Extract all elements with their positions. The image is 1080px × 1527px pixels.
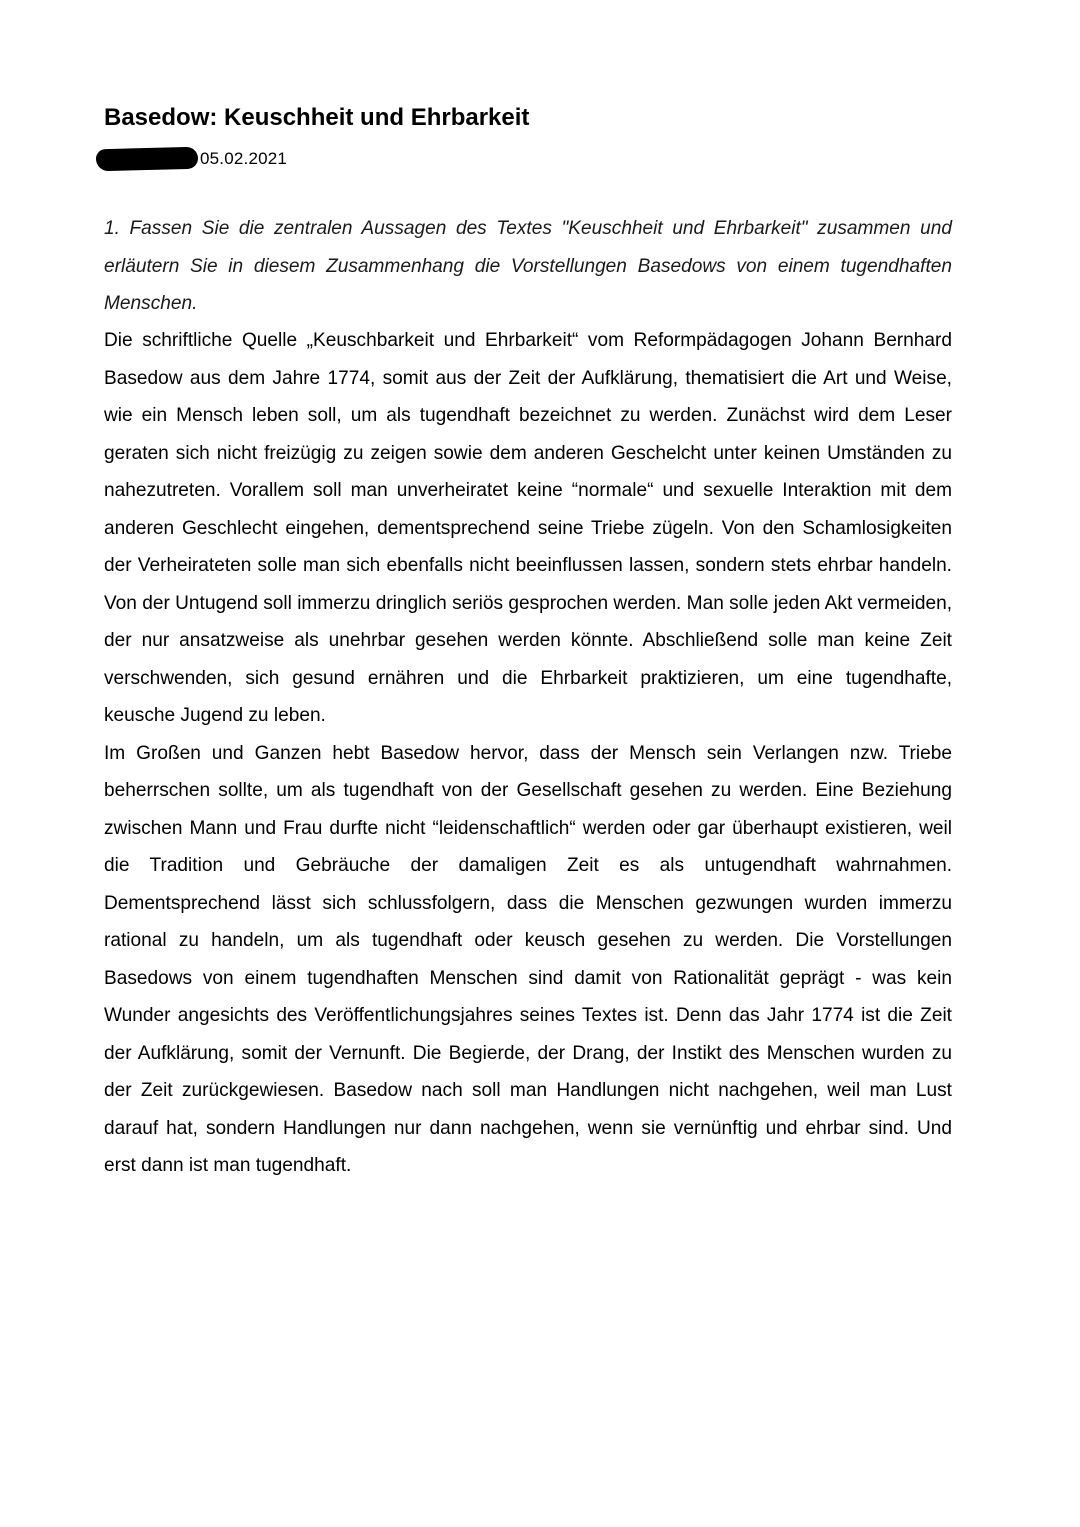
answer-paragraph-1: Die schriftliche Quelle „Keuschbarkeit und Ehrbarkeit“ vom Reformpädagogen Johann Bernhard Basedow aus dem Jahre 1774, somit aus der Zeit der Aufklärung, thematisiert die Art und Weise, wie ein Mensch leben soll, um als tugendhaft bezeichnet zu werden. Zunächst wird dem Leser geraten sich nicht freizügig zu zeigen sowie dem anderen Geschelcht unter keinen Umständen zu nahezutreten. Vorallem soll man unverheiratet keine “normale“ und sexuelle Interaktion mit dem anderen Geschlecht eingehen, dementsprechend seine Triebe zügeln. Von den Schamlosigkeiten der Verheirateten solle man sich ebenfalls nicht beeinflussen lassen, sondern stets ehrbar handeln. Von der Untugend soll immerzu dringlich seriös gesprochen werden. Man solle jeden Akt vermeiden, der nur ansatzweise als unehrbar gesehen werden könnte. Abschließend solle man keine Zeit verschwenden, sich gesund ernähren und die Ehrbarkeit praktizieren, um eine tugendhafte, keusche Jugend zu leben. xyxy=(104,330,953,726)
answer-text xyxy=(104,322,952,1185)
redacted-name-marker xyxy=(96,147,199,172)
author-date-row xyxy=(104,146,287,172)
document-date: 05.02.2021 xyxy=(200,149,288,168)
answer-paragraph-2: Im Großen und Ganzen hebt Basedow hervor, dass der Mensch sein Verlangen nzw. Triebe beherrschen sollte, um als tugendhaft von der Gesellschaft gesehen zu werden. Eine Beziehung zwischen Mann und Frau durfte nicht “leidenschaftlich“ werden oder gar überhaupt existieren, weil die Tradition und Gebräuche der damaligen Zeit es als untugendhaft wahrnahmen. Dementsprechend lässt sich schlussfolgern, dass die Menschen gezwungen wurden immerzu rational zu handeln, um als tugendhaft oder keusch gesehen zu werden. Die Vorstellungen Basedows von einem tugendhaften Menschen sind damit von Rationalität geprägt - was kein Wunder angesichts des Veröffentlichungsjahres seines Textes ist. Denn das Jahr 1774 ist die Zeit der Aufklärung, somit der Vernunft. Die Begierde, der Drang, der Instikt des Menschen wurden zu der Zeit zurückgewiesen. Basedow nach soll man Handlungen nicht nachgehen, weil man Lust darauf hat, sondern Handlungen nur dann nachgehen, wenn sie vernünftig und ehrbar sind. Und erst dann ist man tugendhaft. xyxy=(104,742,952,1176)
assignment-question: 1. Fassen Sie die zentralen Aussagen des Textes "Keuschheit und Ehrbarkeit" zusammen und erläutern Sie in diesem Zusammenhang die Vorstellungen Basedows von einem tugendhaften Menschen. xyxy=(104,218,952,314)
document-title: Basedow: Keuschheit und Ehrbarkeit xyxy=(104,104,530,131)
